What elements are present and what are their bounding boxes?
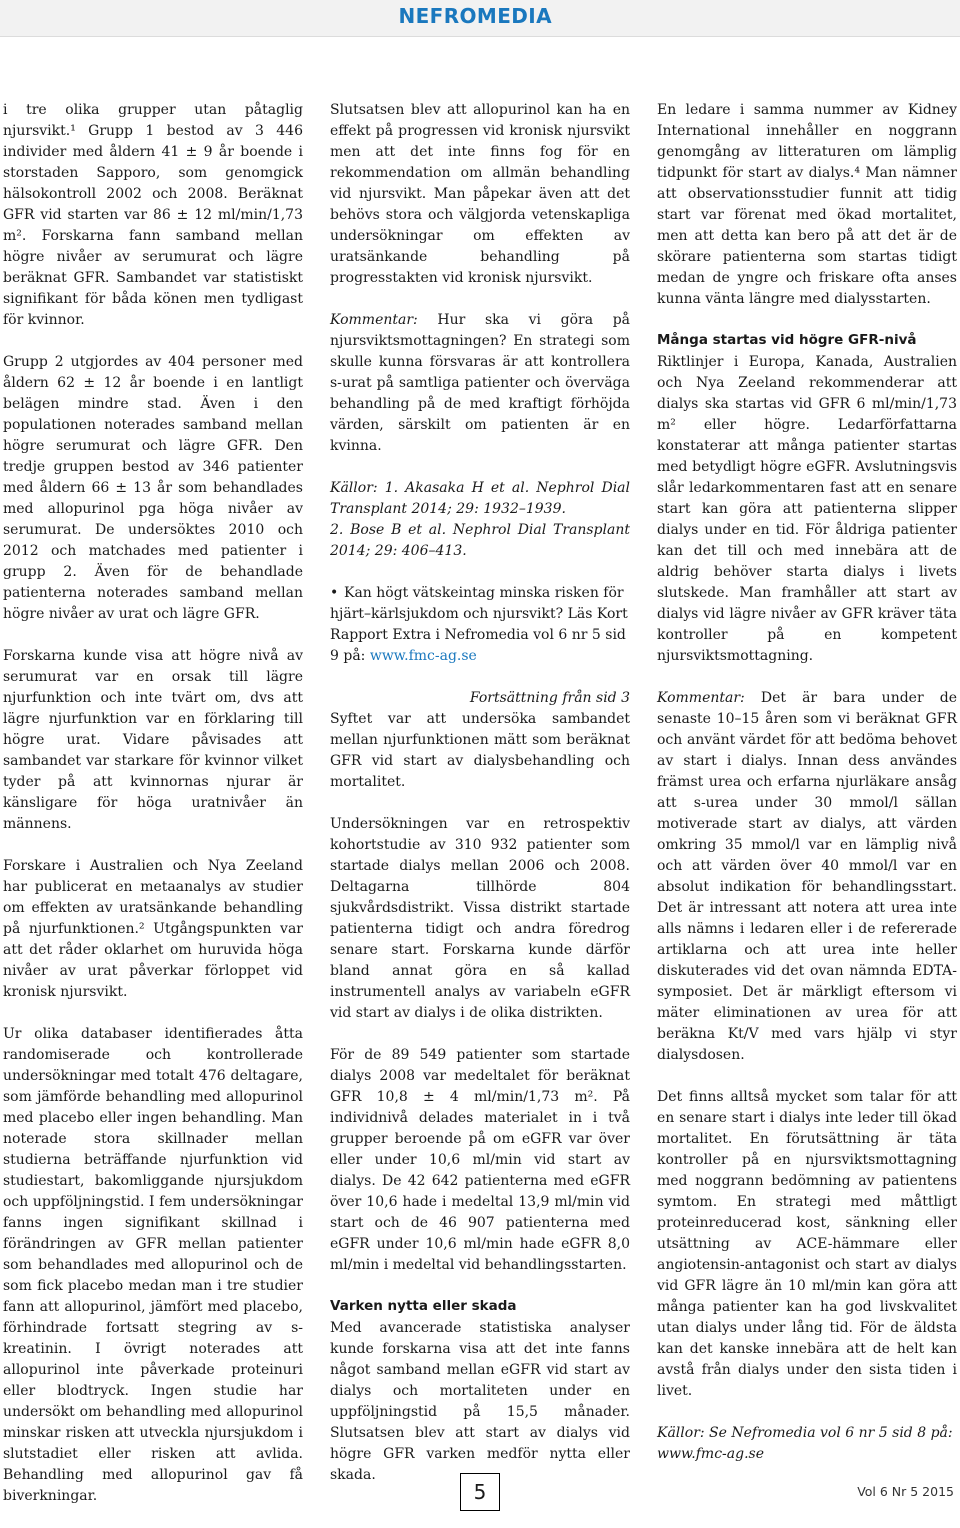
comment-label: Kommentar: <box>330 312 418 328</box>
paragraph: Forskare i Australien och Nya Zeeland har publicerat en metaanalys av studier om effekten av uratsänkande behandling på njurfunktionen.² Utgångspunkten var att det råder oklarhet om huruvida höga nivåer av urat påverkar förloppet vid kronisk njursvikt. <box>3 858 303 1000</box>
page-number: 5 <box>460 1473 500 1511</box>
paragraph: Slutsatsen blev att allopurinol kan ha en effekt på progressen vid kronisk njursvikt men att det inte finns fog för en rekommendation om allmän behandling vid njursvikt. Man påpekar även att det behövs stora och välgjorda vetenskapliga undersökningar om effekten av uratsänkande behandling på progresstakten vid kronisk njursvikt. <box>330 102 630 286</box>
paragraph: Med avancerade statistiska analyser kunde forskarna visa att det inte fanns något samband mellan eGFR vid start av dialys och mortaliteten under en uppföljningstid på 15,5 månader. Slutsatsen blev att start av dialys vid högre GFR varken medför nytta eller skada. <box>330 1320 630 1483</box>
reference-2: 2. Bose B et al. Nephrol Dial Transplant 2014; 29: 406–413. <box>330 522 630 559</box>
column-1 <box>3 100 303 1528</box>
paragraph: Riktlinjer i Europa, Kanada, Australien och Nya Zeeland rekommenderar att dialys ska startas vid GFR 6 ml/min/1,73 m² eller högre. Ledarförfattarna konstaterar att många patienter startas med betydligt högre eGFR. Avslutningsvis slår ledarkommentaren fast att en senare start kan göra att patienterna slipper dialys under en tid. För åldriga patienter kan det till och med innebära att de aldrig behöver starta dialys i livets slutskede. Man framhåller att start av dialys vid lägre nivåer av GFR kräver täta kontroller på en kompetent njursviktsmottagning. <box>657 354 957 664</box>
bullet-text: Kan högt vätskeintag minska risken för hjärt–kärlsjukdom och njursvikt? Läs Kort Rapport Extra i Nefromedia vol 6 nr 5 sid 9 på: <box>330 585 628 664</box>
bullet-icon: • <box>330 585 339 601</box>
comment-text: Hur ska vi göra på njursviktsmottagningen? En strategi som skulle kunna försvaras är att kontrollera s-urat på samtliga patienter och överväga behandling på de med kraftigt förhöjda värden, särskilt om patienten är en kvinna. <box>330 312 630 454</box>
references-label: Källor: <box>330 480 378 496</box>
paragraph: Forskarna kunde visa att högre nivå av serumurat var en orsak till lägre njurfunktion och inte tvärt om, dvs att lägre njurfunktion var en förklaring till högre urat. Vidare påvisades att sambandet var starkare för kvinnor vilket tyder på att kvinnornas njurar är känsligare för höga uratnivåer än männens. <box>3 648 303 832</box>
website-link[interactable]: www.fmc-ag.se <box>369 648 477 664</box>
comment-label: Kommentar: <box>657 690 745 706</box>
section-heading: Varken nytta eller skada <box>330 1298 517 1314</box>
paragraph: Det finns alltså mycket som talar för att en senare start i dialys inte leder till ökad mortalitet. En förutsättning är täta kontroller på en njursviktsmottagning med noggrann bedömning av patientens symtom. En strategi med måttligt proteinreducerad kost, sänkning eller utsättning av ACE-hämmare eller angiotensin-antagonist och start av dialys vid GFR lägre än 10 ml/min kan göra att många patienter kan ha god livskvalitet utan dialys under lång tid. För de äldsta kan det kanske innebära att de helt kan avstå från dialys under den sista tiden i livet. <box>657 1089 957 1399</box>
continued-note: Fortsättning från sid 3 <box>469 690 630 706</box>
info-bullet <box>330 583 630 667</box>
paragraph: En ledare i samma nummer av Kidney International innehåller en noggrann genomgång av litteraturen om lämplig tidpunkt för start av dialys.⁴ Man nämner att observationsstudier funnit att tidig start var förenat med ökad mortalitet, men att detta kan bero på att det är de skörare patienterna som startas tidigt medan de yngre och friskare ofta anses kunna vänta längre med dialysstarten. <box>657 102 957 307</box>
column-2 <box>330 100 630 1507</box>
references <box>330 478 630 520</box>
paragraph: För de 89 549 patienter som startade dialys 2008 var medeltalet för beräknat GFR 10,8 ± 4 ml/min/1,73 m². På individnivå delades materialet in i två grupper beroende på om eGFR var över eller under 10,6 ml/min vid start av dialys. De 42 642 patienterna med eGFR över 10,6 hade i medeltal 13,9 ml/min vid start och de 46 907 patienterna med eGFR under 10,6 ml/min hade eGFR 8,0 ml/min i medeltal vid behandlingsstarten. <box>330 1047 630 1273</box>
column-3 <box>657 100 957 1486</box>
issue-label: Vol 6 Nr 5 2015 <box>857 1484 954 1499</box>
brand-logo: NEFROMEDIA <box>398 4 552 28</box>
paragraph: Grupp 2 utgjordes av 404 personer med åldern 62 ± 12 år boende i en lantligt belägen mindre stad. Även i den populationen noterades samband mellan högre serumurat och lägre GFR. Den tredje gruppen bestod av 346 patienter med åldern 66 ± 13 år som behandlades med allopurinol pga höga nivåer av serumurat. De undersöktes 2010 och 2012 och matchades med patienter i grupp 2. Även för de behandlade patienterna noterades samband mellan högre nivåer av urat och lägre GFR. <box>3 354 303 622</box>
paragraph: Ur olika databaser identifierades åtta randomiserade och kontrollerade undersökningar med totalt 476 deltagare, som jämförde behandling med allopurinol med placebo eller ingen behandling. Man noterade stora skillnader mellan studierna beträffande njurfunktion vid studiestart, bakomliggande njursjukdom och uppföljningstid. I fem undersökningar fanns ingen signifikant skillnad i förändringen av GFR mellan patienter som behandlades med allopurinol och de som fick placebo medan man i tre studier fann att allopurinol, jämfört med placebo, förhindrade fortsatt stegring av s-kreatinin. I övrigt noterades att allopurinol inte påverkade proteinuri eller blodtryck. Ingen studie har undersökt om behandling med allopurinol minskar risken att utveckla njursjukdom i slutstadiet eller risken att avlida. Behandling med allopurinol gav få biverkningar. <box>3 1026 303 1504</box>
source-note: Källor: Se Nefromedia vol 6 nr 5 sid 8 på: www.fmc-ag.se <box>657 1425 953 1462</box>
comment-paragraph <box>657 688 957 1066</box>
reference-1: 1. Akasaka H et al. Nephrol Dial Transplant 2014; 29: 1932–1939. <box>330 480 630 517</box>
paragraph: i tre olika grupper utan påtaglig njursvikt.¹ Grupp 1 bestod av 3 446 individer med åldern 41 ± 9 år boende i storstaden Sapporo, som genomgick hälsokontroll 2002 och 2008. Beräknat GFR vid starten var 86 ± 12 ml/min/1,73 m². Forskarna fann samband mellan högre nivåer av serumurat och lägre beräknat GFR. Sambandet var statistiskt signifikant för båda könen men tydligast för kvinnor. <box>3 102 303 328</box>
paragraph: Syftet var att undersöka sambandet mellan njurfunktionen mätt som beräknat GFR vid start av dialysbehandling och mortalitet. <box>330 711 630 790</box>
paragraph: Undersökningen var en retrospektiv kohortstudie av 310 932 patienter som startade dialys mellan 2006 och 2008. Deltagarna tillhörde 804 sjukvårdsdistrikt. Vissa distrikt startade patienterna tidigt och andra föredrog senare start. Forskarna kunde därför bland annat göra en så kallad instrumentell analys av variabeln eGFR vid start av dialys i de olika distrikten. <box>330 816 630 1021</box>
header-bar <box>0 0 960 37</box>
section-heading: Många startas vid högre GFR-nivå <box>657 332 917 348</box>
comment-paragraph <box>330 310 630 457</box>
comment-text: Det är bara under de senaste 10–15 åren som vi beräknat GFR och använt värdet för att bedöma behovet av start i dialys. Innan dess användes främst urea och erfarna njurläkare ansåg att s-urea under 30 mmol/l sällan motiverade start av dialys, att värden omkring 35 mmol/l var en lämplig nivå och att värden över 40 mmol/l var en absolut indikation för behandlingsstart. Det är intressant att notera att urea inte alls nämns i ledaren eller i de refererade artiklarna och att urea inte heller diskuterades vid det ovan nämnda EDTA-symposiet. Det är märkligt eftersom vi mäter eliminationen av urea för att beräkna Kt/V med vars hjälp vi styr dialysdosen. <box>657 690 957 1063</box>
